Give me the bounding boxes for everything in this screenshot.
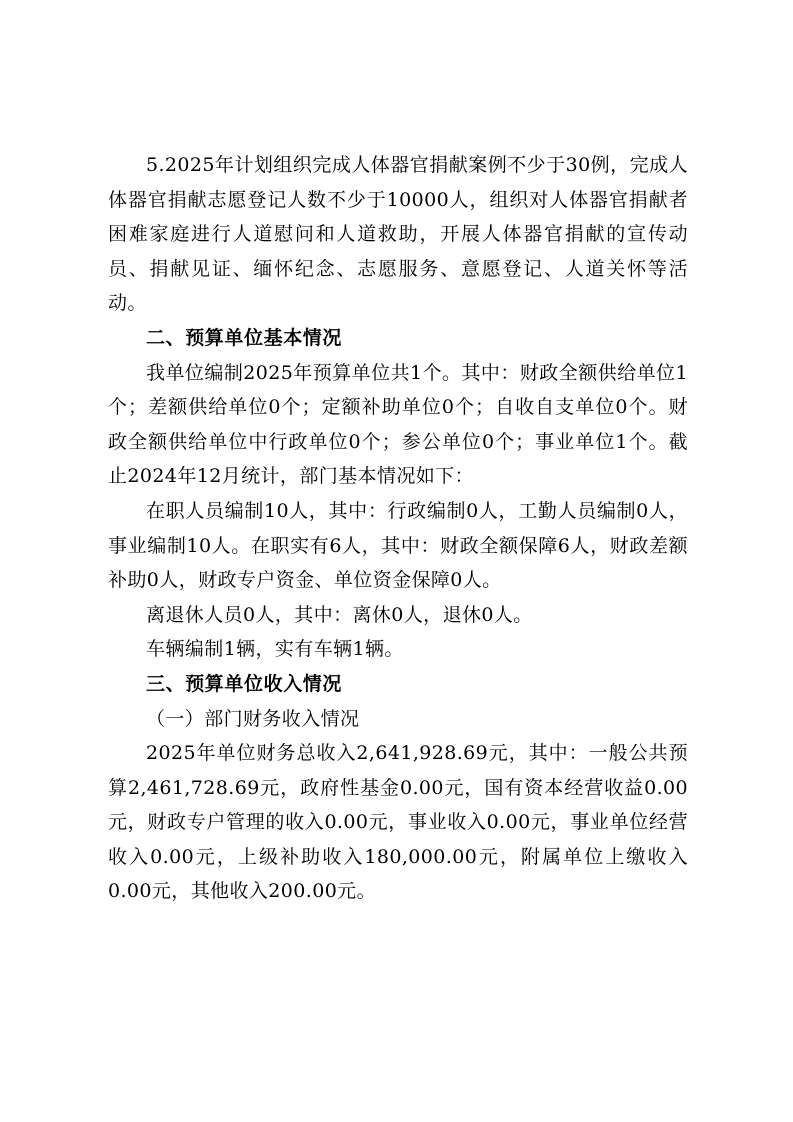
- paragraph-vehicles: 车辆编制1辆，实有车辆1辆。: [146, 638, 404, 661]
- paragraph-income-detail: 2025年单位财务总收入2,641,928.69元，其中：一般公共预算2,461,728.69元，政府性基金0.00元，国有资本经营收益0.00元，财政专户管理的收入0.00元，事业收入0.00元，事业单位经营收入0.00元，上级补助收入180,000.00元，附属单位上缴收入0.00元，其他收入200.00元。: [108, 742, 688, 903]
- heading-budget-income: 三、预算单位收入情况: [146, 672, 343, 695]
- heading-budget-unit-basics: 二、预算单位基本情况: [146, 326, 343, 349]
- paragraph-organ-donation-plan: 5.2025年计划组织完成人体器官捐献案例不少于30例，完成人体器官捐献志愿登记人数不少于10000人，组织对人体器官捐献者困难家庭进行人道慰问和人道救助，开展人体器官捐献的宣传动员、捐献见证、缅怀纪念、志愿服务、意愿登记、人道关怀等活动。: [108, 154, 688, 315]
- paragraph-budget-unit-count: 我单位编制2025年预算单位共1个。其中：财政全额供给单位1个；差额供给单位0个；定额补助单位0个；自收自支单位0个。财政全额供给单位中行政单位0个；参公单位0个；事业单位1个。截止2024年12月统计，部门基本情况如下：: [108, 361, 688, 488]
- subheading-department-income: （一）部门财务收入情况: [146, 707, 360, 730]
- document-page: [108, 148, 688, 909]
- paragraph-retirees: 离退休人员0人，其中：离休0人，退休0人。: [146, 603, 533, 626]
- paragraph-staffing: 在职人员编制10人，其中：行政编制0人，工勤人员编制0人，事业编制10人。在职实有6人，其中：财政全额保障6人，财政差额补助0人，财政专户资金、单位资金保障0人。: [108, 499, 688, 592]
